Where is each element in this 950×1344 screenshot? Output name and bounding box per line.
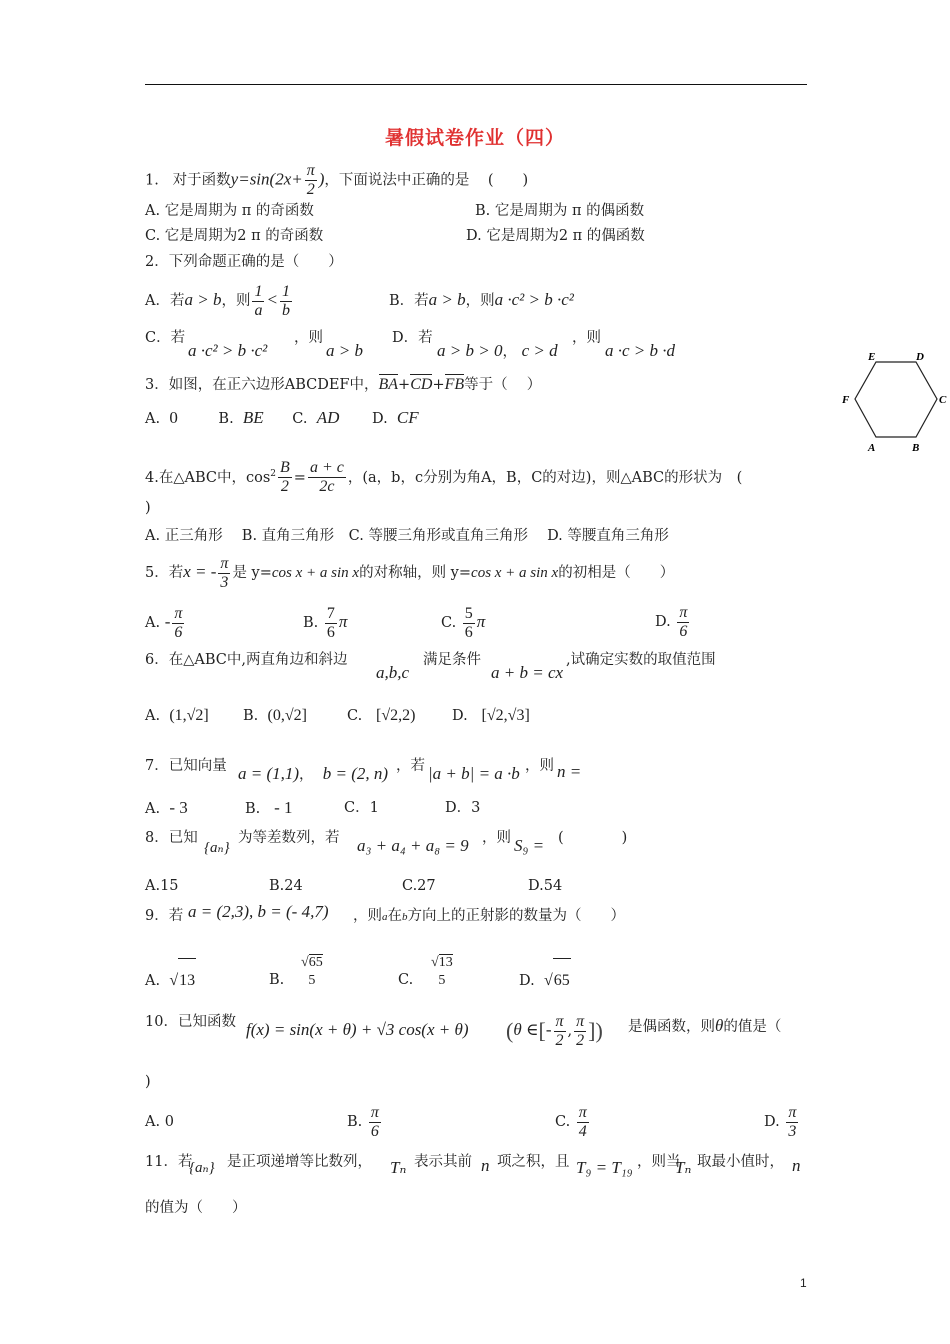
question-5: 5．若x = - $\frac{\pi}{3}$ 是 y=cos x + a sin x的对称轴，则 y=cos x + a sin x的初相是（ ） [145,554,675,591]
question-8-seq: {aₙ} [204,840,230,856]
question-6-mid: 满足条件 [423,652,481,668]
page-title: 暑假试卷作业（四） [384,127,565,149]
question-6-vars: a,b,c [376,663,410,682]
question-2: 2．下列命题正确的是（ ） [145,254,343,270]
vertex-label-c: C [939,394,947,406]
question-6-stem: 6．在△ABC中,两直角边和斜边 [145,652,348,668]
question-11-mid5: 取最小值时， [697,1154,784,1170]
q1-option-b: B. 它是周期为 π 的偶函数 [475,203,645,219]
question-1: 1. 对于函数y=sin(2x+ $\frac{\pi}{2}$ )，下面说法中正确的是 ( ) [145,162,529,198]
q3-options: A. 0 B. BE C. AD D. CF [145,408,419,427]
hexagon-figure [838,350,948,455]
q1-option-d: D. 它是周期为2 π 的偶函数 [466,228,645,244]
question-8-cond: a₃ + a₄ + a₈ = 9 [357,836,469,855]
question-11-mid2: 表示其前 [414,1154,472,1170]
question-11-seq: {aₙ} [189,1160,215,1176]
question-11-mid: 是正项递增等比数列， [227,1154,372,1170]
q2-option-c-result: a > b [326,341,363,360]
q1-option-a: A. 它是周期为 π 的奇函数 [145,203,314,219]
question-11-stem: 11．若 [145,1154,193,1170]
q2-option-d-result: a ·c > b ·d [605,341,676,360]
question-4: 4.在△ABC中，$\cos^2$ $\frac{B}{2}$ = $\frac{a + c}{2c}$ ，(a，b，c分别为角A，B，C的对边)，则△ABC的形状为 ( [145,459,743,496]
question-7-result: n = [557,762,582,781]
q4-options: A. 正三角形 B. 直角三角形 C. 等腰三角形或直角三角形 D. 等腰直角三角形 [145,528,669,544]
question-9-cond: a = (2,3), b = (- 4,7) [188,902,329,921]
question-8-then: ，则 [482,830,511,846]
q1-option-c: C. 它是周期为2 π 的奇函数 [145,228,324,244]
vertex-label-e: E [868,351,876,363]
question-7-mid: ，若 [396,758,425,774]
question-11-continued: 的值为（ ） [145,1200,247,1216]
question-3: 3．如图，在正六边形ABCDEF中，BA+CD+FB等于（ ） [145,376,542,393]
question-11-n: n [481,1156,490,1175]
question-11-T: Tₙ [390,1158,407,1177]
question-7-cond: |a + b| = a ·b [428,764,520,783]
vertex-label-a: A [868,442,876,454]
q2-option-d-cond: a > b > 0， c > d [437,341,558,360]
hexagon-shape [855,362,937,437]
q10-continued: ) [145,1074,151,1090]
question-6-post: ,试确定实数的取值范围 [566,652,716,668]
question-8-result: S₉ = [514,836,545,855]
question-10-post: 是偶函数，则θ的值是（ [628,1016,782,1035]
vertex-label-b: B [912,442,920,454]
question-9-stem: 9．若 [145,908,184,924]
q2-option-c-label: C．若 [145,330,186,346]
q4-continued: ) [145,500,151,516]
question-10-domain: (θ ∈[- $\frac{\pi}{2}$ , $\frac{\pi}{2}$ ]) [506,1012,603,1049]
q2-option-c-cond: a ·c² > b ·c² [188,341,268,360]
q2-option-a: A．若a > b，则 $\frac{1}{a}$ < $\frac{1}{b}$ [145,282,290,319]
question-8-stem: 8．已知 [145,830,198,846]
q2-option-b: B．若a > b，则a ·c² > b ·c² [389,290,574,309]
question-10-function: f(x) = sin(x + θ) + √3 cos(x + θ) [246,1020,469,1039]
question-11-mid4: ，则当 [637,1154,681,1170]
question-7-vectors: a = (1,1)， b = (2, n) [238,764,389,783]
page-number: 1 [800,1276,807,1290]
vertex-label-d: D [916,351,924,363]
question-7-stem: 7．已知向量 [145,758,227,774]
question-11-T2: Tₙ [675,1158,692,1177]
q2-option-d-label: D．若 [392,330,433,346]
header-rule [145,84,807,85]
question-8-paren: ( ) [558,830,628,846]
question-11-mid3: 项之积，且 [497,1154,570,1170]
question-11-cond: T₉ = T₁₉ [576,1158,633,1177]
question-8-mid: 为等差数列，若 [238,830,340,846]
question-9-post: ，则a在b方向上的正射影的数量为（ ） [353,908,625,924]
question-7-then: ，则 [525,758,554,774]
question-11-n2: n [792,1156,801,1175]
question-10-stem: 10．已知函数 [145,1014,236,1030]
q2-option-d-then: ，则 [572,330,601,346]
vertex-label-f: F [842,394,850,406]
q2-option-c-then: ，则 [294,330,323,346]
question-6-cond: a + b = cx [491,663,564,682]
